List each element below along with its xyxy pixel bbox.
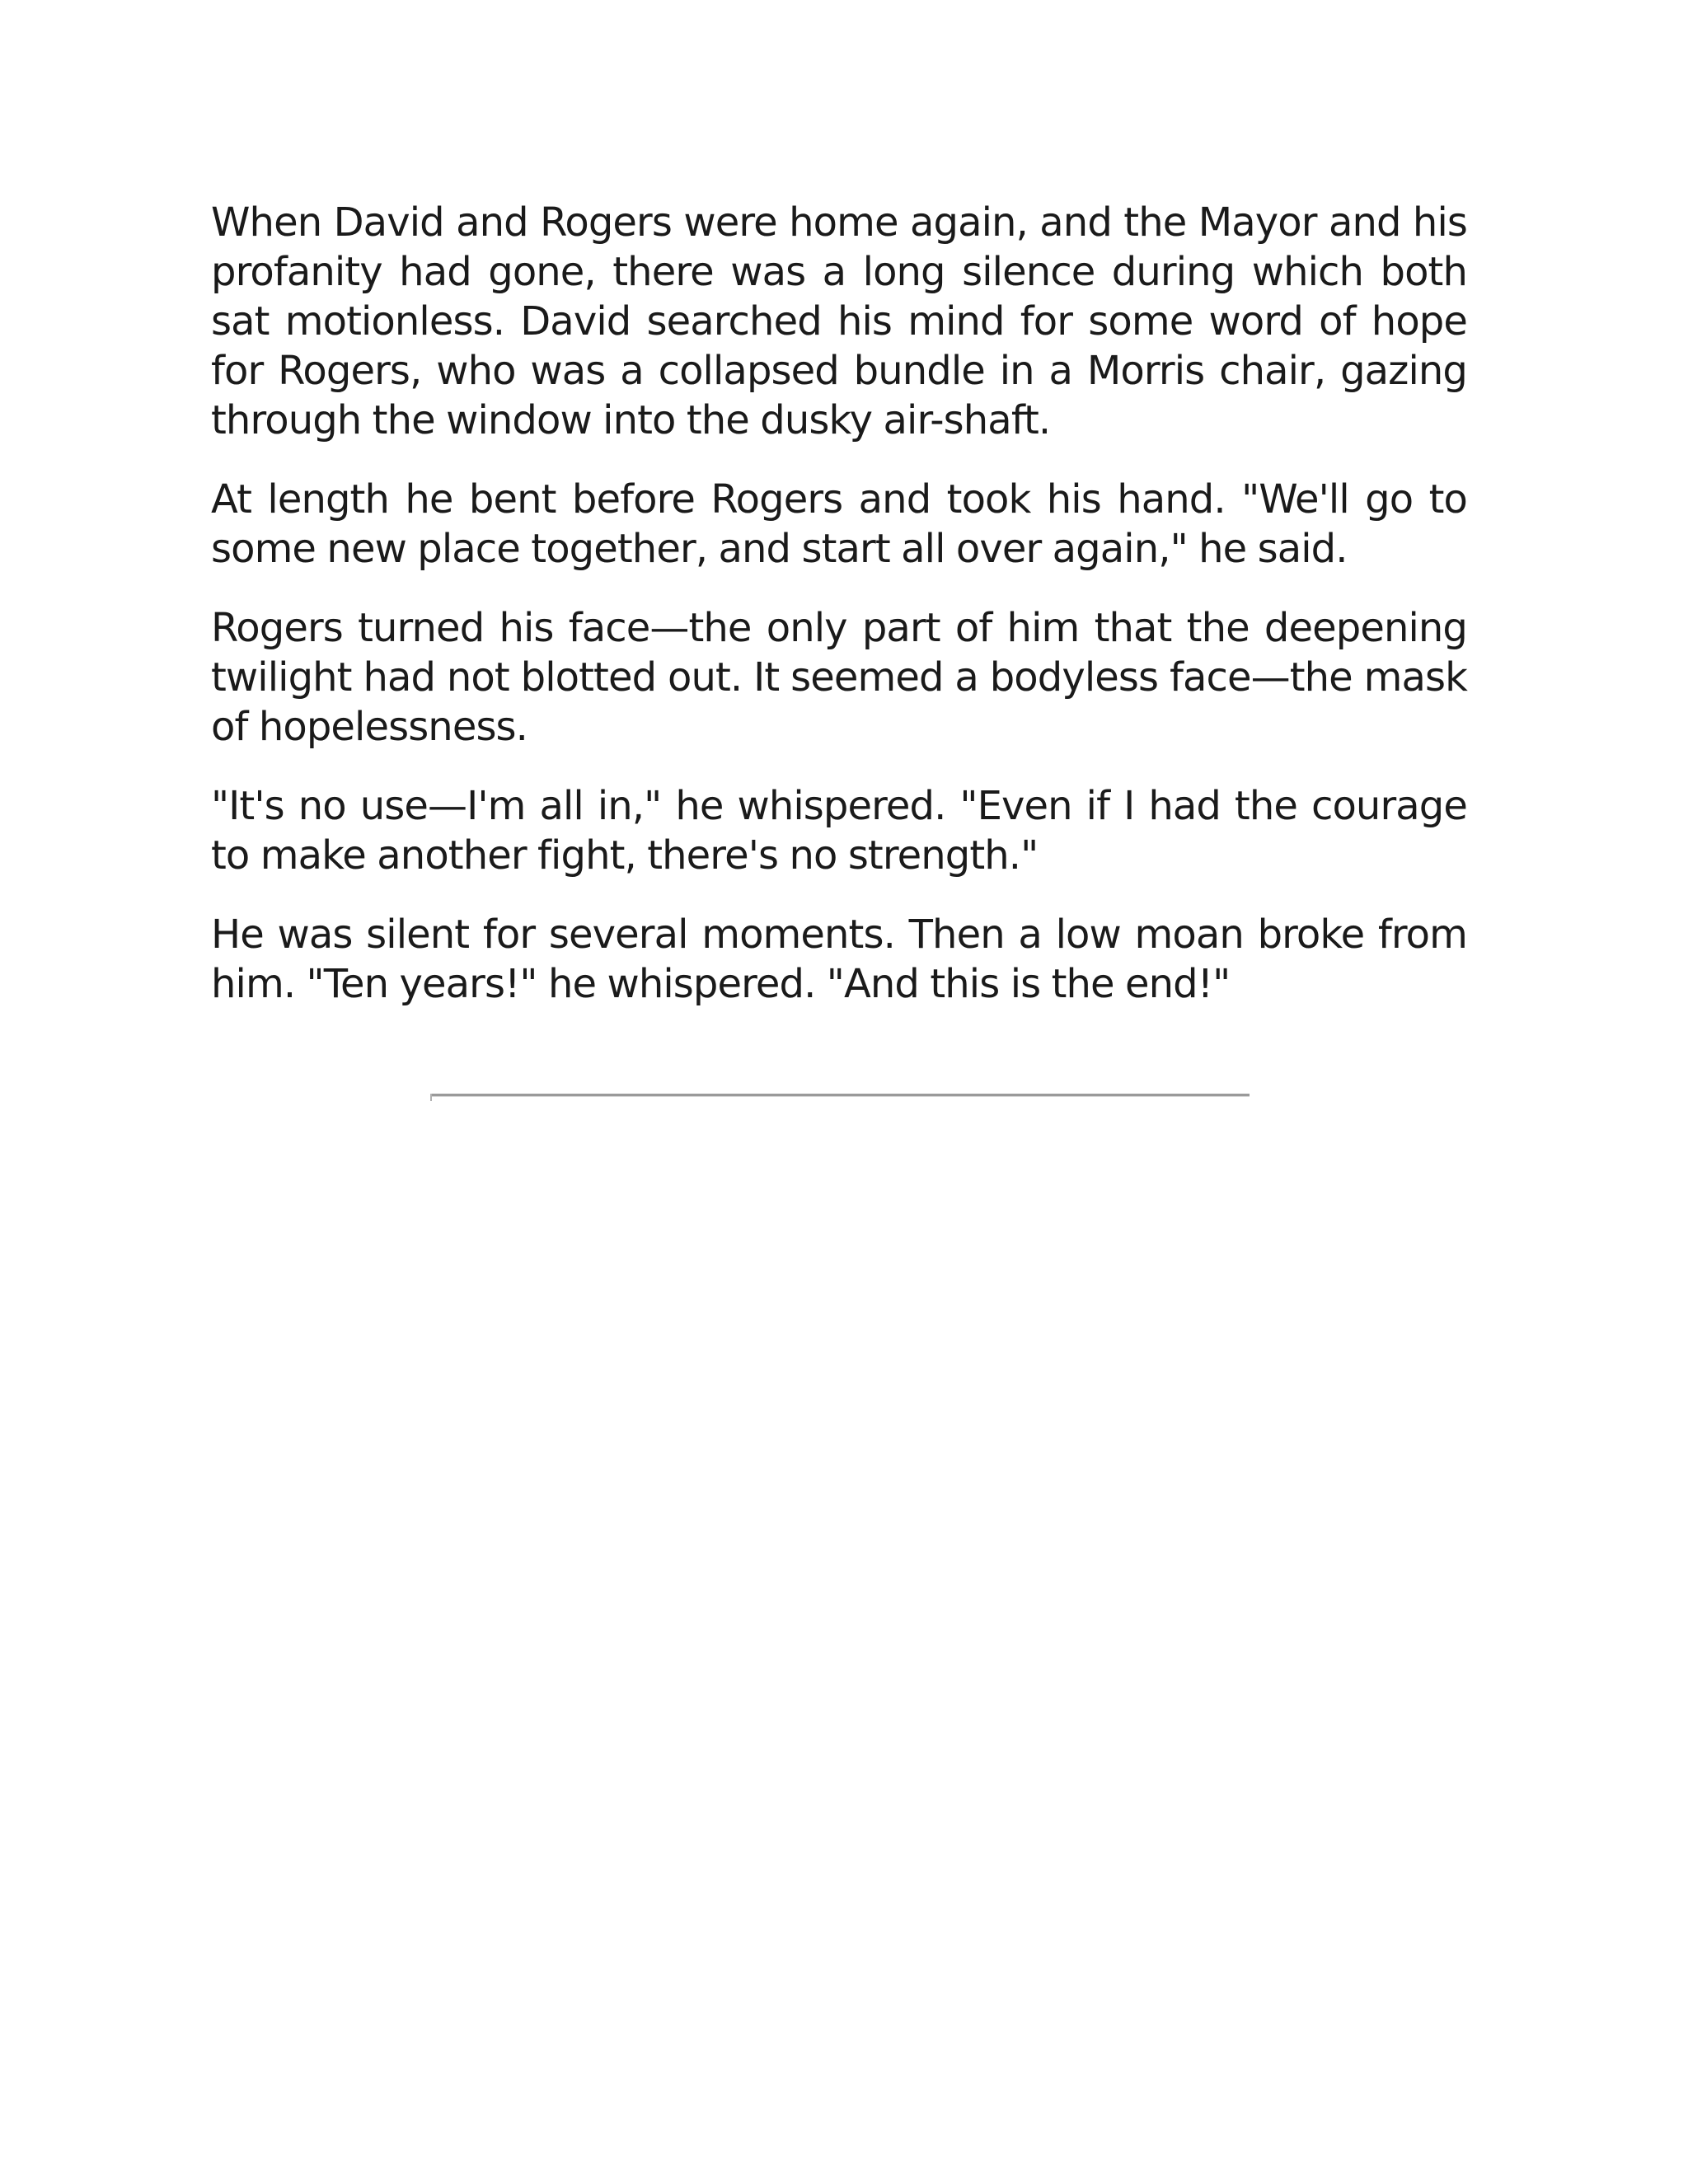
paragraph-1: When David and Rogers were home again, and the Mayor and his profanity had gone, there was a long silence during which both sat motionless. David searched his mind for some word of hope for Rogers, who was a collapsed bundle in a Morris chair, gazing through the window into the dusky air-shaft. — [211, 199, 1467, 443]
paragraph-2: At length he bent before Rogers and took his hand. "We'll go to some new place together, and start all over again," he said. — [211, 476, 1467, 572]
paragraph-4: "It's no use—I'm all in," he whispered. "Even if I had the courage to make another fight, there's no strength." — [211, 783, 1467, 879]
document-body — [211, 198, 1467, 1038]
horizontal-rule — [430, 1094, 1250, 1097]
paragraph-3: Rogers turned his face—the only part of him that the deepening twilight had not blotted out. It seemed a bodyless face—the mask of hopelessness. — [211, 605, 1467, 750]
paragraph-5: He was silent for several moments. Then a low moan broke from him. "Ten years!" he whispered. "And this is the end!" — [211, 912, 1467, 1007]
